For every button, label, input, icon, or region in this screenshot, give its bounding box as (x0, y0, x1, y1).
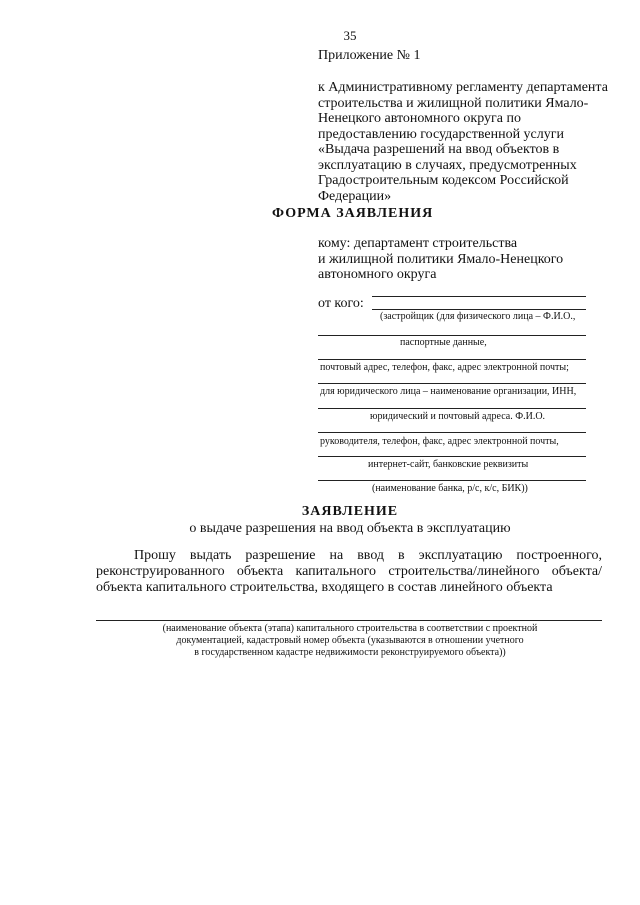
body-text: Прошу выдать разрешение на ввод в эксплуатацию построенного, реконструированного объекта капитального строительства/линейного объекта/объекта капитального строительства, входящего в состав линейного объекта (96, 548, 602, 595)
hint-line: (наименование объекта (этапа) капитального строительства в соответствии с проектной (162, 623, 538, 634)
applicant-field-line[interactable] (318, 383, 586, 384)
field-hint: интернет-сайт, банковские реквизиты (368, 459, 529, 470)
form-title: ФОРМА ЗАЯВЛЕНИЯ (272, 206, 434, 221)
application-subtitle: о выдаче разрешения на ввод объекта в эксплуатацию (189, 521, 511, 536)
applicant-field-line[interactable] (318, 359, 586, 360)
application-body (96, 548, 602, 596)
recipient-line: автономного округа (318, 267, 437, 282)
hint-line: в государственном кадастре недвижимости реконструируемого объекта)) (194, 647, 506, 658)
field-hint: паспортные данные, (400, 337, 487, 348)
applicant-field-line[interactable] (318, 408, 586, 409)
field-hint: юридический и почтовый адреса. Ф.И.О. (370, 411, 546, 422)
regulation-reference: к Административному регламенту департамента строительства и жилищной политики Ямало-Ненецкого автономного округа по предоставлению государственной услуги «Выдача разрешений на ввод объектов в эксплуатацию в случаях, предусмотренных Градостроительным кодексом Российской Федерации» (318, 80, 608, 204)
applicant-field-line[interactable] (372, 296, 586, 297)
field-hint: для юридического лица – наименование организации, ИНН, (320, 386, 577, 397)
applicant-field-line[interactable] (318, 480, 586, 481)
recipient-line: и жилищной политики Ямало-Ненецкого (318, 251, 564, 267)
applicant-field-line[interactable] (318, 335, 586, 336)
field-hint: руководителя, телефон, факс, адрес электронной почты, (320, 436, 559, 447)
field-hint: (наименование банка, р/с, к/с, БИК)) (372, 483, 528, 494)
appendix-label: Приложение № 1 (318, 48, 421, 63)
hint-line: документацией, кадастровый номер объекта (указываются в отношении учетного (176, 635, 524, 646)
applicant-field-line[interactable] (318, 456, 586, 457)
recipient-line: кому: департамент строительства (318, 236, 518, 251)
from-label: от кого: (318, 296, 364, 311)
object-field-hint (100, 623, 600, 659)
page-number: 35 (343, 28, 357, 43)
applicant-field-line[interactable] (318, 432, 586, 433)
application-title: ЗАЯВЛЕНИЕ (301, 504, 399, 519)
applicant-field-line[interactable] (372, 309, 586, 310)
object-name-field-line[interactable] (96, 620, 602, 621)
recipient-block (318, 236, 618, 283)
field-hint: почтовый адрес, телефон, факс, адрес электронной почты; (320, 362, 569, 373)
field-hint: (застройщик (для физического лица – Ф.И.О., (380, 311, 576, 322)
